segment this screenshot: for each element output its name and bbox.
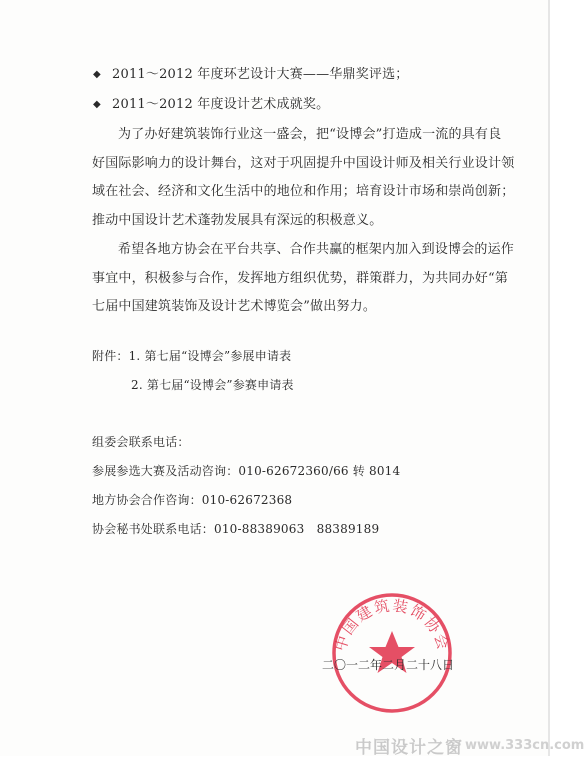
paragraph-line: 七届中国建筑装饰及设计艺术博览会”做出努力。 bbox=[92, 299, 377, 314]
svg-text:中国建筑装饰协会: 中国建筑装饰协会 bbox=[331, 596, 453, 654]
bullet-icon: ◆ bbox=[93, 69, 101, 80]
watermark-site-name: 中国设计之窗 bbox=[355, 738, 463, 758]
site-watermark bbox=[355, 733, 584, 758]
paragraph-line: 好国际影响力的设计舞台，这对于巩固提升中国设计师及相关行业设计领 bbox=[92, 156, 515, 171]
contact-line: 参展参选大赛及活动咨询：010-62672360/66 转 8014 bbox=[92, 464, 401, 478]
paragraph-line: 为了办好建筑装饰行业这一盛会，把“设博会”打造成一流的具有良 bbox=[118, 127, 502, 142]
paragraph-line: 希望各地方协会在平台共享、合作共赢的框架内加入到设博会的运作 bbox=[118, 242, 515, 257]
paragraph-line: 事宜中，积极参与合作，发挥地方组织优势，群策群力，为共同办好“第 bbox=[92, 271, 509, 286]
bullet-icon: ◆ bbox=[93, 99, 101, 110]
bullet-item: 2011～2012 年度设计艺术成就奖。 bbox=[112, 97, 330, 112]
attachment-item: 2. 第七届“设博会”参赛申请表 bbox=[131, 378, 294, 392]
paragraph-line: 推动中国设计艺术蓬勃发展具有深远的积极意义。 bbox=[92, 213, 383, 228]
document-date: 二〇一二年二月二十八日 bbox=[322, 658, 455, 672]
contact-line: 地方协会合作咨询：010-62672368 bbox=[92, 493, 293, 507]
contact-line: 协会秘书处联系电话：010-88389063 88389189 bbox=[92, 522, 380, 536]
official-seal-icon bbox=[330, 591, 454, 715]
attachment-item: 附件：1. 第七届“设博会”参展申请表 bbox=[92, 349, 292, 363]
watermark-url: www.333cn.com bbox=[465, 738, 584, 753]
contacts-heading: 组委会联系电话： bbox=[92, 435, 190, 449]
paragraph-line: 域在社会、经济和文化生活中的地位和作用；培育设计市场和崇尚创新； bbox=[92, 184, 515, 199]
bullet-item: 2011～2012 年度环艺设计大赛——华鼎奖评选； bbox=[112, 67, 409, 82]
